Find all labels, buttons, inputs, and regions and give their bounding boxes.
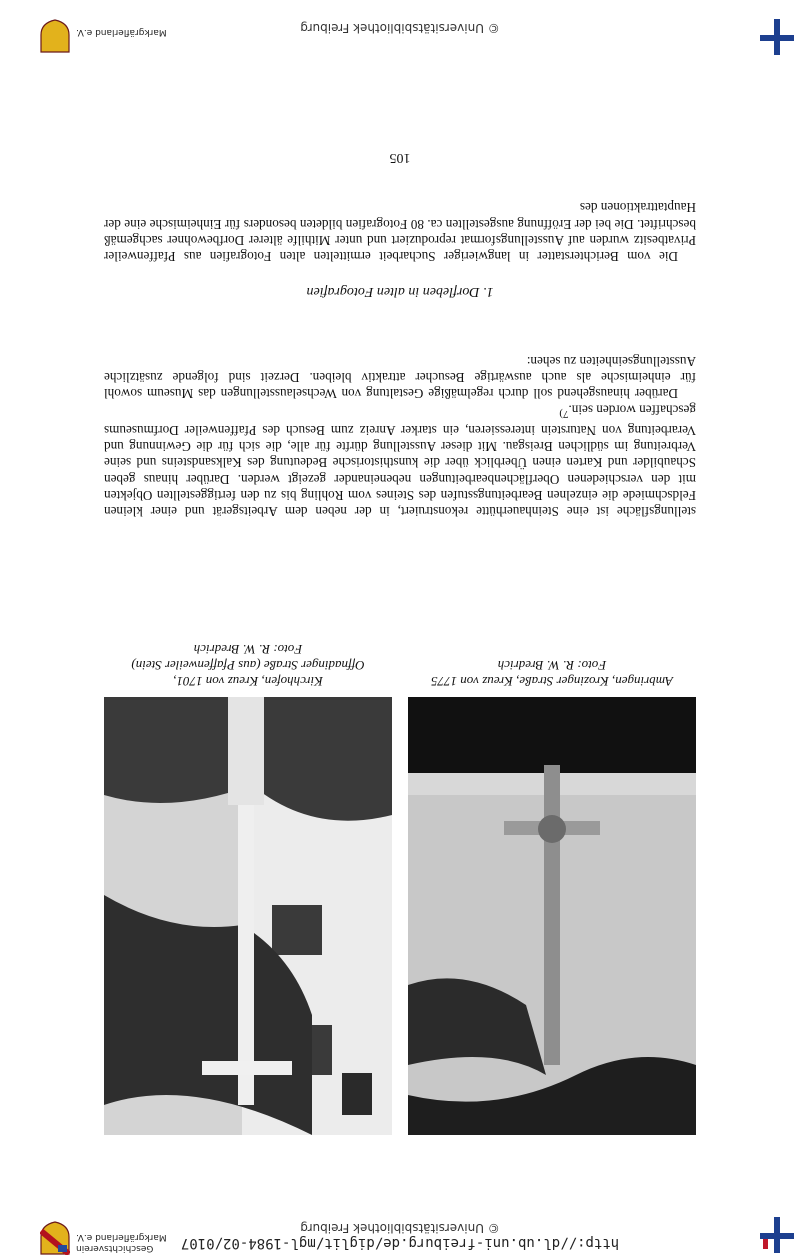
photo-ambringen-cross (408, 697, 696, 1135)
section-title: 1. Dorfleben in alten Fotografien (306, 284, 494, 299)
caption-left (408, 657, 696, 689)
society-name-line2: Markgräflerland e.V. (76, 1232, 167, 1242)
paragraph-2-text: Darüber hinausgehend soll durch regelmäßige Gestaltung von Wechselausstellungen das Museum sowohl für einheimische als auch auswärtige Besucher attraktiv bleiben. Derzeit sind folgende zusätzliche Ausstellungseinheiten zu sehen: (104, 353, 696, 402)
header-bar (0, 1217, 800, 1259)
coat-of-arms-icon (40, 1221, 70, 1255)
society-name-line1: Geschichtsverein (76, 1243, 154, 1253)
source-url[interactable]: http://dl.ub.uni-freiburg.de/diglit/mgl-1984-02/0107 (180, 1235, 620, 1251)
footer-bar (0, 0, 800, 39)
caption-left-title: Ambringen, Krozinger Straße, Kreuz von 1775 (430, 674, 674, 689)
copyright-text: © Universitätsbibliothek Freiburg (300, 1221, 500, 1235)
body-paragraph-1 (104, 353, 696, 519)
caption-right-subtitle: Offnadinger Straße (aus Pfaffenweiler Stein) (131, 658, 365, 673)
paragraph-3-text: Die vom Berichterstatter in langwieriger Sucharbeit ermittelten alten Fotografien aus Pfaffenweiler Privatbesitz wurden auf Ausstellungsformat reproduziert und unter Mithilfe älterer Dorfbewohner sachgemäß beschriftet. Die bei der Eröffnung ausgestellten ca. 80 Fotografien bildeten besonders für Einheimische eine der Hauptattraktionen des (104, 200, 696, 264)
photo-kirchhofen-cross (104, 697, 392, 1135)
footnote-mark: 7) (559, 407, 569, 420)
caption-right-credit: Foto: R. W. Bredrich (193, 642, 303, 657)
footer-coat-of-arms-icon (40, 19, 70, 53)
footer-society-name: Markgräflerland e.V. (76, 27, 167, 37)
caption-left-credit: Foto: R. W. Bredrich (497, 658, 607, 673)
page-number: 105 (389, 150, 411, 165)
society-name (76, 1231, 167, 1253)
caption-right (104, 641, 392, 689)
footer-university-logo-icon (760, 19, 794, 55)
caption-right-title: Kirchhofen, Kreuz von 1701, (173, 674, 323, 689)
paragraph-1-text: stellungsfläche ist eine Steinhauerhütte rekonstruiert, in der neben dem Arbeitsgerät und einer kleinen Feldschmiede die einzelnen Bearbeitungsstufen des Steines vom Rohling bis zu den fertiggestellten Objekten mit den verschiedenen Oberflächenbearbeitungen nebeneinander gezeigt werden. Darüber hinaus geben Schaubilder und Karten einen Überblick über die kunsthistorische Bedeutung des Kalksandsteins und seine Verbreitung im südlichen Breisgau. Mit dieser Ausstellung dürfte für alle, die sich für die Gewinnung und Verarbeitung von Naturstein interessieren, ein starker Anreiz zum Besuch des Pfaffenweiler Dorfmuseums geschaffen worden sein. (104, 402, 696, 519)
footer-copyright-text: © Universitätsbibliothek Freiburg (300, 21, 500, 35)
